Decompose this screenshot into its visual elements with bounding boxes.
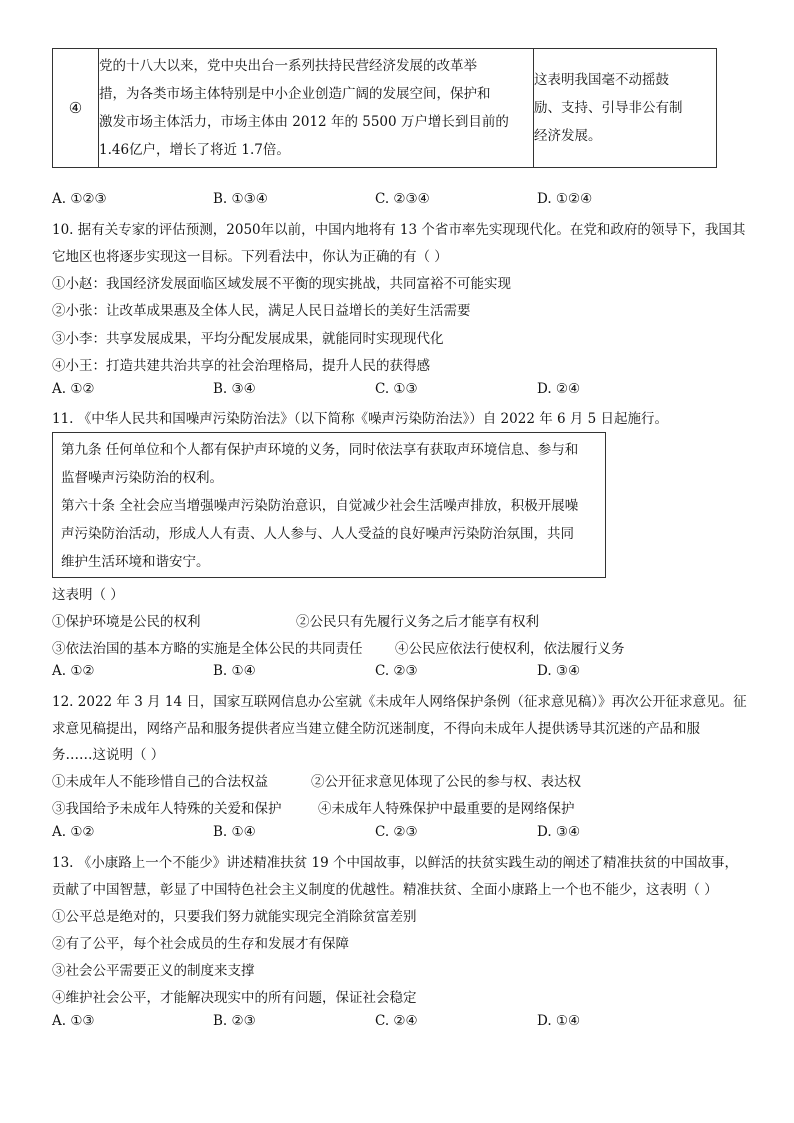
material-line: 党的十八大以来，党中央出台一系列扶持民营经济发展的改革举: [99, 58, 477, 74]
statement-item: ④未成年人特殊保护中最重要的是网络保护: [318, 801, 575, 817]
law-excerpt-box: [52, 432, 606, 578]
option-a[interactable]: A. ①②: [52, 663, 95, 679]
statement-item: ①保护环境是公民的权利: [52, 614, 201, 630]
statement-item: ①小赵：我国经济发展面临区域发展不平衡的现实挑战，共同富裕不可能实现: [52, 276, 511, 292]
question-stem: 贡献了中国智慧，彰显了中国特色社会主义制度的优越性。精准扶贫、全面小康路上一个也不能少，这表明（ ）: [52, 882, 718, 898]
excerpt-line: 声污染防治活动，形成人人有责、人人参与、人人受益的良好噪声污染防治氛围，共同: [61, 526, 574, 542]
option-b[interactable]: B. ①④: [213, 824, 256, 840]
question-stem: 12. 2022 年 3 月 14 日，国家互联网信息办公室就《未成年人网络保护条例（征求意见稿）》再次公开征求意见。征: [52, 694, 747, 710]
table-row: [53, 49, 717, 168]
option-a[interactable]: A. ①②: [52, 824, 95, 840]
option-c[interactable]: C. ②③: [375, 824, 418, 840]
option-b[interactable]: B. ②③: [213, 1013, 256, 1029]
statement-item: ③我国给予未成年人特殊的关爱和保护: [52, 801, 282, 817]
question-stem: 它地区也将逐步实现这一目标。下列看法中，你认为正确的有（ ）: [52, 249, 448, 265]
excerpt-line: 第九条 任何单位和个人都有保护声环境的义务，同时依法享有获取声环境信息、参与和: [61, 442, 579, 458]
row-conclusion: [534, 49, 717, 168]
option-d[interactable]: D. ③④: [537, 824, 581, 840]
option-a[interactable]: A. ①②③: [52, 191, 107, 207]
option-c[interactable]: C. ②③: [375, 663, 418, 679]
statement-item: ②公民只有先履行义务之后才能享有权利: [296, 614, 539, 630]
statement-item: ③社会公平需要正义的制度来支撑: [52, 963, 255, 979]
conclusion-line: 励、支持、引导非公有制: [534, 100, 683, 116]
question-stem: 求意见稿提出，网络产品和服务提供者应当建立健全防沉迷制度，不得向未成年人提供诱导其沉迷的产品和服: [52, 721, 700, 737]
option-b[interactable]: B. ①③④: [213, 191, 268, 207]
option-d[interactable]: D. ①④: [537, 1013, 581, 1029]
conclusion-line: 这表明我国毫不动摇鼓: [534, 72, 669, 88]
row-material: [99, 49, 534, 168]
question-stem: 13. 《小康路上一个不能少》讲述精准扶贫 19 个中国故事，以鲜活的扶贫实践生动的阐述了精准扶贫的中国故事，: [52, 855, 739, 871]
statement-item: ④公民应依法行使权利，依法履行义务: [395, 641, 625, 657]
option-c[interactable]: C. ①③: [375, 381, 418, 397]
option-d[interactable]: D. ②④: [537, 381, 581, 397]
material-line: 激发市场主体活力，市场主体由 2012 年的 5500 万户增长到目前的: [99, 114, 509, 130]
option-b[interactable]: B. ①④: [213, 663, 256, 679]
option-c[interactable]: C. ②③④: [375, 191, 430, 207]
option-d[interactable]: D. ①②④: [537, 191, 593, 207]
excerpt-line: 维护生活环境和谐安宁。: [61, 554, 210, 570]
question-prompt: 这表明（ ）: [52, 587, 124, 603]
material-table: [52, 48, 717, 168]
statement-item: ②小张：让改革成果惠及全体人民，满足人民日益增长的美好生活需要: [52, 303, 471, 319]
statement-item: ①未成年人不能珍惜自己的合法权益: [52, 774, 268, 790]
question-stem: 11. 《中华人民共和国噪声污染防治法》（以下简称《噪声污染防治法》）自 2022 年 6 月 5 日起施行。: [52, 411, 669, 427]
excerpt-line: 第六十条 全社会应当增强噪声污染防治意识，自觉减少社会生活噪声排放，积极开展噪: [61, 498, 579, 514]
material-line: 1.46亿户，增长了将近 1.7倍。: [99, 142, 290, 158]
statement-item: ①公平总是绝对的，只要我们努力就能实现完全消除贫富差别: [52, 909, 417, 925]
material-line: 措，为各类市场主体特别是中小企业创造广阔的发展空间，保护和: [99, 86, 491, 102]
option-c[interactable]: C. ②④: [375, 1013, 418, 1029]
statement-item: ④维护社会公平，才能解决现实中的所有问题，保证社会稳定: [52, 990, 417, 1006]
question-stem: 务……这说明（ ）: [52, 747, 165, 763]
question-stem: 10. 据有关专家的评估预测，2050年以前，中国内地将有 13 个省市率先实现现代化。在党和政府的领导下，我国其: [52, 222, 746, 238]
statement-item: ②有了公平，每个社会成员的生存和发展才有保障: [52, 936, 349, 952]
statement-item: ③小李：共享发展成果，平均分配发展成果，就能同时实现现代化: [52, 331, 444, 347]
statement-item: ③依法治国的基本方略的实施是全体公民的共同责任: [52, 641, 363, 657]
option-b[interactable]: B. ③④: [213, 381, 256, 397]
option-a[interactable]: A. ①③: [52, 1013, 95, 1029]
statement-item: ④小王：打造共建共治共享的社会治理格局，提升人民的获得感: [52, 358, 430, 374]
statement-item: ②公开征求意见体现了公民的参与权、表达权: [311, 774, 581, 790]
conclusion-line: 经济发展。: [534, 128, 602, 144]
option-d[interactable]: D. ③④: [537, 663, 581, 679]
option-a[interactable]: A. ①②: [52, 381, 95, 397]
excerpt-line: 监督噪声污染防治的权利。: [61, 470, 223, 486]
row-number: ④: [53, 49, 99, 168]
